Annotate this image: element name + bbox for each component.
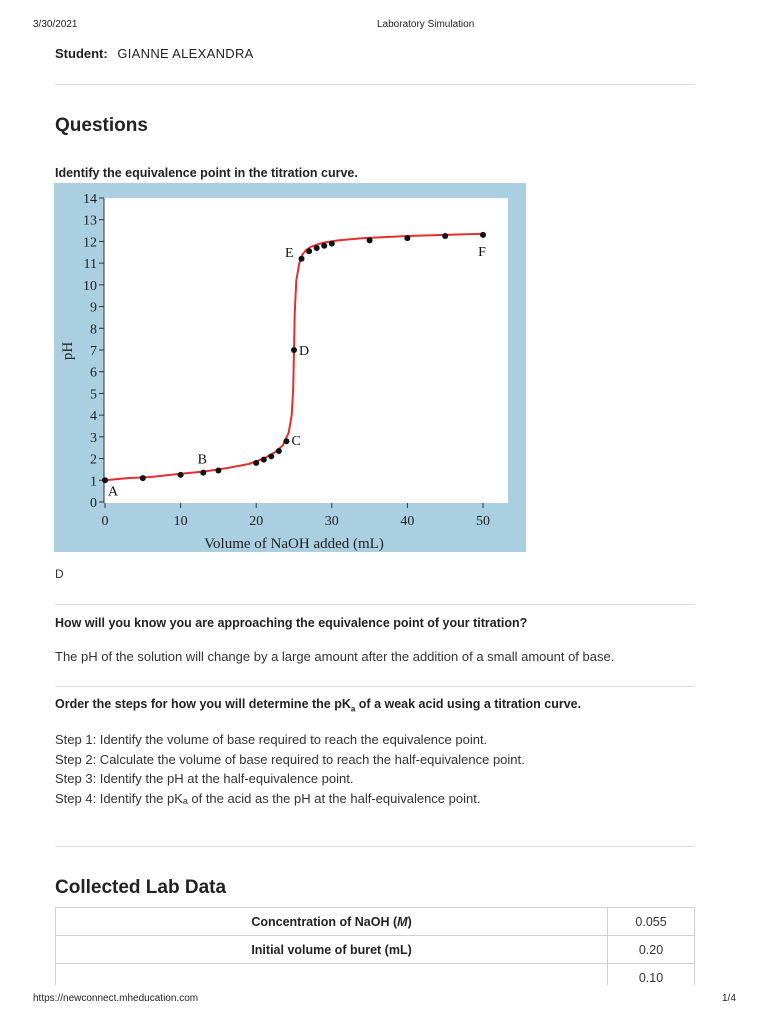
- row-value: 0.10: [608, 964, 695, 992]
- point-label-b: B: [197, 452, 207, 468]
- y-tick-label: 5: [90, 387, 97, 403]
- data-point: [321, 243, 327, 249]
- answer-1: D: [55, 567, 64, 581]
- answer-2: The pH of the solution will change by a large amount after the addition of a small amount of base.: [55, 649, 615, 664]
- x-tick-label: 40: [400, 514, 415, 529]
- y-tick-label: 6: [90, 365, 97, 381]
- lab-data-table: [55, 907, 695, 992]
- student-name: GIANNE ALEXANDRA: [117, 46, 254, 61]
- data-point: [299, 256, 305, 262]
- row-label-unit: M: [397, 914, 408, 929]
- data-point: [102, 477, 108, 483]
- row-label: [56, 936, 608, 964]
- data-point: [283, 438, 289, 444]
- point-label-e: E: [284, 245, 294, 261]
- data-point: [253, 460, 259, 466]
- student-label: Student:: [55, 46, 108, 61]
- print-date: 3/30/2021: [33, 19, 78, 30]
- question-1: Identify the equivalence point in the titration curve.: [55, 166, 358, 180]
- point-label-a: A: [108, 484, 119, 500]
- y-tick-label: 13: [83, 213, 97, 229]
- x-tick-label: 50: [476, 514, 490, 529]
- data-point: [268, 453, 274, 459]
- page-footer: [0, 985, 768, 1024]
- divider: [55, 84, 695, 85]
- y-tick-label: 10: [83, 278, 97, 294]
- titration-chart-svg: [54, 183, 526, 552]
- step-item: Step 1: Identify the volume of base required to reach the equivalence point.: [55, 732, 488, 747]
- divider: [55, 846, 695, 847]
- y-tick-label: 1: [90, 474, 97, 490]
- steps-list: [55, 730, 525, 808]
- data-point: [329, 241, 335, 247]
- data-point: [215, 468, 221, 474]
- data-point: [442, 233, 448, 239]
- question-3: [55, 697, 581, 714]
- y-tick-label: 8: [90, 322, 97, 338]
- data-point: [480, 232, 486, 238]
- x-tick-label: 20: [249, 514, 264, 529]
- point-label-f: F: [478, 244, 486, 260]
- x-axis-label: Volume of NaOH added (mL): [204, 536, 384, 552]
- y-tick-label: 11: [83, 257, 97, 273]
- titration-chart: [54, 183, 526, 552]
- y-tick-label: 7: [90, 344, 97, 359]
- y-tick-label: 3: [90, 430, 97, 446]
- data-point: [261, 457, 267, 463]
- y-tick-label: 0: [90, 496, 97, 511]
- data-point: [367, 237, 373, 243]
- data-point: [140, 475, 146, 481]
- data-point: [314, 245, 320, 251]
- step-item: Step 3: Identify the pH at the half-equivalence point.: [55, 771, 354, 786]
- question-3-text-b: of a weak acid using a titration curve.: [355, 697, 582, 711]
- y-tick-label: 12: [83, 235, 97, 251]
- y-tick-label: 4: [90, 409, 97, 425]
- data-point: [178, 472, 184, 478]
- x-tick-label: 30: [324, 514, 339, 529]
- row-value: 0.055: [608, 908, 695, 936]
- point-label-d: D: [299, 344, 310, 359]
- table-row: [56, 908, 695, 936]
- y-tick-label: 2: [90, 452, 97, 468]
- question-3-subscript: a: [350, 704, 356, 714]
- divider: [55, 686, 695, 687]
- data-point: [276, 448, 282, 454]
- step-item: Step 2: Calculate the volume of base required to reach the half-equivalence point.: [55, 751, 525, 767]
- data-point: [291, 347, 297, 353]
- question-3-text-a: Order the steps for how you will determine the pK: [55, 697, 351, 711]
- footer-url: https://newconnect.mheducation.com: [33, 993, 199, 1004]
- row-value: 0.20: [608, 936, 695, 964]
- row-label-text: ): [407, 914, 412, 929]
- row-label-text: Initial volume of buret (mL): [251, 942, 412, 957]
- row-label: [56, 908, 608, 936]
- data-point: [306, 248, 312, 254]
- question-2: How will you know you are approaching the equivalence point of your titration?: [55, 616, 528, 630]
- y-axis-label: pH: [60, 341, 76, 361]
- x-tick-label: 0: [101, 514, 109, 529]
- divider: [55, 604, 695, 605]
- page-number: 1/4: [722, 993, 736, 1004]
- print-title: Laboratory Simulation: [377, 19, 475, 30]
- y-tick-label: 9: [90, 300, 97, 316]
- data-point: [404, 235, 410, 241]
- table-row: [56, 936, 695, 964]
- data-point: [200, 470, 206, 476]
- x-tick-label: 10: [173, 514, 188, 529]
- point-label-c: C: [291, 434, 301, 450]
- y-tick-label: 14: [83, 192, 97, 207]
- step-item: Step 4: Identify the pKₐ of the acid as the pH at the half-equivalence point.: [55, 790, 481, 806]
- lab-data-heading: Collected Lab Data: [55, 877, 227, 898]
- questions-heading: Questions: [55, 115, 148, 136]
- student-line: [55, 46, 254, 61]
- row-label-text: Concentration of NaOH (: [251, 914, 398, 929]
